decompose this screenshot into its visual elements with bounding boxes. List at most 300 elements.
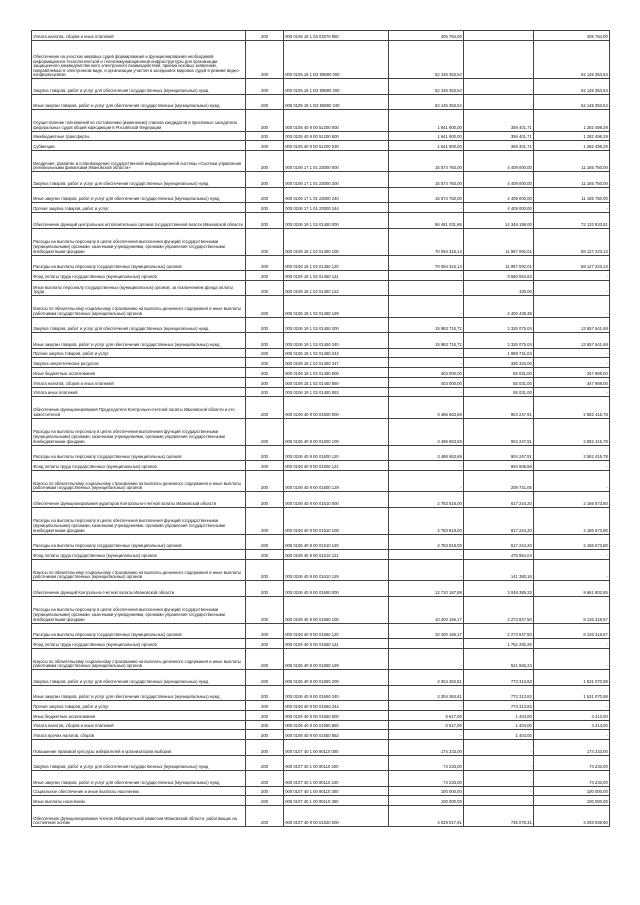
table-body [32, 31, 610, 827]
row-code: 200 [246, 79, 284, 95]
row-kbk: 000 0107 40 1 00 90110 240 [284, 771, 389, 787]
row-remaining: - [534, 701, 610, 711]
table-row [32, 806, 610, 827]
row-kbk: 000 0106 40 9 00 01650 129 [284, 648, 389, 669]
row-code: 200 [246, 296, 284, 317]
row-approved: 15 983 716,72 [389, 333, 464, 349]
row-name: Обеспечение на участках мировых судей формирования и функционирования необходимой информационно-технологической и телекоммуникационной инфраструктуры для организации защищенного межведомственного электронного взаимодействия, приема исковых заявлений, направляемых в электронном виде, и организации участия в заседаниях мировых судей в режиме видео-конференцсвязи [32, 40, 246, 79]
row-name: Обеспечение функций Контрольно-счетной палаты Ивановской области [32, 581, 246, 597]
row-name: Иные закупки товаров, работ и услуг для обеспечения государственных (муниципальных) нужд [32, 685, 246, 701]
row-code: 200 [246, 445, 284, 461]
row-code: 200 [246, 333, 284, 349]
row-kbk: 000 0106 17 1 01 23000 244 [284, 203, 389, 213]
row-executed: - [464, 94, 534, 110]
table-row [32, 271, 610, 281]
table-row [32, 368, 610, 378]
table-row [32, 151, 610, 172]
row-code: 200 [246, 786, 284, 796]
row-name: Повышение правовой культуры избирателей и организаторов выборов [32, 740, 246, 756]
row-code: 200 [246, 317, 284, 333]
row-executed: 1 989 741,04 [464, 348, 534, 358]
row-name: Фонд оплаты труда государственных (муниципальных) органов [32, 461, 246, 471]
row-name: Расходы на выплаты персоналу государственных (муниципальных) органов [32, 534, 246, 550]
row-kbk: 000 0107 40 1 00 90110 300 [284, 786, 389, 796]
row-remaining: - [534, 358, 610, 368]
row-executed: 209 741,05 [464, 470, 534, 491]
row-code: 200 [246, 141, 284, 151]
row-name: Иные закупки товаров, работ и услуг для обеспечения государственных (муниципальных) нужд [32, 187, 246, 203]
table-row [32, 255, 610, 271]
row-name: Уплата прочих налогов, сборов [32, 730, 246, 740]
table-row [32, 296, 610, 317]
row-name: Взносы по обязательному социальному страхованию на выплаты денежного содержания и иные выплаты работникам государственных (муниципальных) органов [32, 470, 246, 491]
row-remaining: 52 145 353,54 [534, 40, 610, 79]
row-approved: 3 486 663,69 [389, 418, 464, 445]
table-row [32, 507, 610, 534]
row-executed: - [464, 771, 534, 787]
row-code: 200 [246, 348, 284, 358]
row-kbk: 000 0106 18 1 02 01450 121 [284, 271, 389, 281]
row-approved: 74 233,00 [389, 771, 464, 787]
row-approved: 74 233,00 [389, 755, 464, 771]
row-executed: 2 406 438,38 [464, 296, 534, 317]
row-executed: 11 967 092,01 [464, 228, 534, 255]
row-remaining: 13 657 641,68 [534, 333, 610, 349]
row-executed: 336 334,00 [464, 358, 534, 368]
row-code: 200 [246, 507, 284, 534]
row-name: Обеспечение функционирования членов Избирательной комиссии Ивановской области, работающих на постоянной основе [32, 806, 246, 827]
row-name: Прочая закупка товаров, работ и услуг [32, 203, 246, 213]
row-code: 200 [246, 806, 284, 827]
table-row [32, 771, 610, 787]
row-code: 200 [246, 492, 284, 508]
row-approved: 15 574 750,00 [389, 172, 464, 188]
row-kbk: 000 0106 40 9 00 01600 100 [284, 418, 389, 445]
row-code: 200 [246, 31, 284, 41]
row-approved: 5 617,00 [389, 720, 464, 730]
row-code: 200 [246, 40, 284, 79]
row-executed: 617 244,20 [464, 534, 534, 550]
row-name: Обеспечение функционирования аудиторов Контрольно-счетной палаты Ивановской области [32, 492, 246, 508]
row-name: Субвенции [32, 141, 246, 151]
row-remaining: - [534, 470, 610, 491]
table-row [32, 550, 610, 560]
row-remaining: 11 165 750,00 [534, 151, 610, 172]
row-approved: 1 641 900,00 [389, 110, 464, 131]
row-name: Социальное обеспечение и иные выплаты населению [32, 786, 246, 796]
row-remaining: 52 145 353,54 [534, 94, 610, 110]
row-code: 200 [246, 368, 284, 378]
row-kbk: 000 0105 40 9 00 51200 500 [284, 131, 389, 141]
row-code: 200 [246, 377, 284, 387]
row-approved: - [389, 280, 464, 296]
row-remaining: 74 233,00 [534, 755, 610, 771]
row-name: Уплата иных платежей [32, 387, 246, 397]
row-approved: 3 486 663,69 [389, 397, 464, 418]
row-approved: 405 784,00 [389, 31, 464, 41]
row-remaining: 13 657 641,68 [534, 317, 610, 333]
row-remaining: 2 166 573,80 [534, 507, 610, 534]
table-row [32, 280, 610, 296]
table-row [32, 492, 610, 508]
row-kbk: 000 0106 17 1 01 23000 000 [284, 151, 389, 172]
table-row [32, 581, 610, 597]
row-name: Закупка товаров, работ и услуг для обеспечения государственных (муниципальных) нужд [32, 670, 246, 686]
row-code: 200 [246, 534, 284, 550]
row-kbk: 000 0105 18 1 03 03570 850 [284, 31, 389, 41]
row-code: 200 [246, 255, 284, 271]
row-remaining: 2 166 573,80 [534, 534, 610, 550]
row-executed: 2 273 847,50 [464, 623, 534, 639]
table-row [32, 377, 610, 387]
row-remaining: 100 000,00 [534, 786, 610, 796]
row-remaining: 11 165 750,00 [534, 187, 610, 203]
row-kbk: 000 0106 17 1 01 23000 240 [284, 187, 389, 203]
table-row [32, 796, 610, 806]
row-remaining: 2 582 415,78 [534, 445, 610, 461]
row-name: Уплата налогов, сборов и иных платежей [32, 31, 246, 41]
row-approved: 52 145 353,54 [389, 40, 464, 79]
row-remaining: 11 165 750,00 [534, 172, 610, 188]
row-kbk: 000 0106 18 1 02 01450 247 [284, 358, 389, 368]
row-approved: 2 304 384,81 [389, 685, 464, 701]
row-approved: - [389, 559, 464, 580]
row-kbk: 000 0106 40 9 00 01650 120 [284, 623, 389, 639]
row-name: Фонд оплаты труда государственных (муниципальных) органов [32, 271, 246, 281]
row-executed: 773 313,83 [464, 685, 534, 701]
row-code: 200 [246, 623, 284, 639]
row-name: Закупка товаров, работ и услуг для обеспечения государственных (муниципальных) нужд [32, 79, 246, 95]
row-kbk: 000 0107 40 1 00 90110 360 [284, 796, 389, 806]
row-approved: 52 145 353,54 [389, 94, 464, 110]
row-kbk: 000 0106 40 9 00 01650 121 [284, 639, 389, 649]
row-approved: - [389, 358, 464, 368]
table-row [32, 623, 610, 639]
row-executed: 4 409 000,00 [464, 172, 534, 188]
row-name: Закупка товаров, работ и услуг для обеспечения государственных (муниципальных) нужд [32, 755, 246, 771]
row-executed: 2 273 847,50 [464, 596, 534, 623]
row-code: 200 [246, 596, 284, 623]
row-executed: 359 401,71 [464, 131, 534, 141]
row-remaining: 1 531 070,98 [534, 670, 610, 686]
row-kbk: 000 0106 40 9 00 01600 129 [284, 470, 389, 491]
row-approved: 100 000,00 [389, 796, 464, 806]
table-row [32, 397, 610, 418]
row-kbk: 000 0106 40 9 00 01610 121 [284, 550, 389, 560]
row-approved: 1 641 900,00 [389, 131, 464, 141]
row-code: 200 [246, 358, 284, 368]
row-remaining: 2 582 415,78 [534, 418, 610, 445]
row-kbk: 000 0106 40 9 00 01610 100 [284, 507, 389, 534]
row-executed: - [464, 786, 534, 796]
row-name: Внедрение, развитие и сопровождение государственной информационной системы «Система управления региональными финансами Ивановской области» [32, 151, 246, 172]
table-row [32, 786, 610, 796]
row-approved: 10 400 166,17 [389, 596, 464, 623]
row-approved: 100 000,00 [389, 786, 464, 796]
row-approved: 403 000,00 [389, 368, 464, 378]
row-remaining: 100 000,00 [534, 796, 610, 806]
table-row [32, 187, 610, 203]
row-remaining: 8 126 318,67 [534, 596, 610, 623]
row-code: 200 [246, 685, 284, 701]
row-name: Расходы на выплаты персоналу государственных (муниципальных) органов [32, 255, 246, 271]
row-remaining: 1 531 070,98 [534, 685, 610, 701]
table-row [32, 228, 610, 255]
table-row [32, 740, 610, 756]
row-approved: 86 481 031,86 [389, 213, 464, 229]
row-remaining: - [534, 730, 610, 740]
row-kbk: 000 0106 18 1 02 01450 129 [284, 296, 389, 317]
row-code: 200 [246, 701, 284, 711]
row-remaining: 52 145 353,54 [534, 79, 610, 95]
row-kbk: 000 0105 18 1 D2 55890 000 [284, 40, 389, 79]
row-remaining: 2 166 573,80 [534, 492, 610, 508]
row-name: Иные закупки товаров, работ и услуг для обеспечения государственных (муниципальных) нужд [32, 771, 246, 787]
row-code: 200 [246, 110, 284, 131]
row-code: 200 [246, 550, 284, 560]
table-row [32, 461, 610, 471]
row-remaining: 58 127 223,13 [534, 228, 610, 255]
table-row [32, 131, 610, 141]
row-name: Иные выплаты населению [32, 796, 246, 806]
row-kbk: 000 0106 18 1 02 01450 850 [284, 377, 389, 387]
row-remaining: - [534, 648, 610, 669]
row-approved: - [389, 271, 464, 281]
row-executed: 2 326 075,04 [464, 333, 534, 349]
row-executed: 14 348 198,00 [464, 213, 534, 229]
row-code: 200 [246, 418, 284, 445]
row-executed: 735 078,31 [464, 806, 534, 827]
row-remaining: 2 582 415,78 [534, 397, 610, 418]
row-name: Межбюджетные трансферты [32, 131, 246, 141]
row-remaining: 74 233,00 [534, 771, 610, 787]
row-code: 200 [246, 203, 284, 213]
row-executed: 773 313,83 [464, 670, 534, 686]
row-approved: 5 617,00 [389, 710, 464, 720]
row-name: Иные закупки товаров, работ и услуг для обеспечения государственных (муниципальных) нужд [32, 333, 246, 349]
row-kbk: 000 0106 18 1 02 01450 122 [284, 280, 389, 296]
row-code: 200 [246, 228, 284, 255]
row-approved: 1 641 900,00 [389, 141, 464, 151]
row-name: Взносы по обязательному социальному страхованию на выплаты денежного содержания и иные выплаты работникам государственных (муниципальных) органов [32, 559, 246, 580]
row-executed: 55 031,00 [464, 387, 534, 397]
row-kbk: 000 0106 18 1 02 01450 120 [284, 255, 389, 271]
row-kbk: 000 0107 40 9 00 01620 000 [284, 806, 389, 827]
row-approved: 174 233,00 [389, 740, 464, 756]
row-name: Прочая закупка товаров, работ и услуг [32, 701, 246, 711]
row-remaining: - [534, 639, 610, 649]
table-row [32, 333, 610, 349]
row-approved: 2 304 384,81 [389, 670, 464, 686]
table-row [32, 317, 610, 333]
row-remaining: 1 282 498,29 [534, 141, 610, 151]
row-remaining: - [534, 203, 610, 213]
row-name: Закупка товаров, работ и услуг для обеспечения государственных (муниципальных) нужд [32, 172, 246, 188]
row-kbk: 000 0106 18 1 02 01450 244 [284, 348, 389, 358]
row-code: 200 [246, 730, 284, 740]
table-row [32, 470, 610, 491]
table-row [32, 730, 610, 740]
row-executed: 475 864,04 [464, 550, 534, 560]
row-kbk: 000 0106 40 9 00 01650 100 [284, 596, 389, 623]
row-kbk: 000 0106 40 9 00 01650 240 [284, 685, 389, 701]
table-row [32, 639, 610, 649]
row-kbk: 000 0105 40 9 00 51200 000 [284, 110, 389, 131]
row-remaining: - [534, 387, 610, 397]
row-name: Расходы на выплаты персоналу в целях обеспечения выполнения функций государственными (муниципальными) органами, казенными учреждениями, органами управления государственными внебюджетными фондами [32, 418, 246, 445]
row-name: Уплата налогов, сборов и иных платежей [32, 377, 246, 387]
row-executed: 4 409 000,00 [464, 151, 534, 172]
row-code: 200 [246, 94, 284, 110]
budget-report-page [31, 30, 609, 827]
table-row [32, 358, 610, 368]
row-remaining: 9 661 802,65 [534, 581, 610, 597]
row-name: Расходы на выплаты персоналу в целях обеспечения выполнения функций государственными (муниципальными) органами, казенными учреждениями, органами управления государственными внебюджетными фондами [32, 507, 246, 534]
row-executed: 617 244,20 [464, 492, 534, 508]
table-row [32, 110, 610, 131]
row-executed: 141 380,16 [464, 559, 534, 580]
row-approved: 403 000,00 [389, 377, 464, 387]
row-executed: 1 404,00 [464, 730, 534, 740]
row-approved: - [389, 203, 464, 213]
row-executed: 694 506,86 [464, 461, 534, 471]
row-executed: 55 031,00 [464, 377, 534, 387]
row-code: 200 [246, 670, 284, 686]
row-name: Расходы на выплаты персоналу в целях обеспечения выполнения функций государственными (муниципальными) органами, казенными учреждениями, органами управления государственными внебюджетными фондами [32, 228, 246, 255]
row-kbk: 000 0106 18 1 02 01450 100 [284, 228, 389, 255]
row-name: Расходы на выплаты персоналу государственных (муниципальных) органов [32, 623, 246, 639]
row-code: 200 [246, 397, 284, 418]
row-remaining: 8 126 318,67 [534, 623, 610, 639]
row-code: 200 [246, 581, 284, 597]
table-row [32, 418, 610, 445]
row-executed: 904 247,91 [464, 397, 534, 418]
row-approved: 2 783 818,00 [389, 534, 464, 550]
row-kbk: 000 0106 18 1 02 01450 200 [284, 317, 389, 333]
table-row [32, 213, 610, 229]
table-row [32, 534, 610, 550]
table-row [32, 387, 610, 397]
row-remaining: 405 784,00 [534, 31, 610, 41]
table-row [32, 172, 610, 188]
table-row [32, 670, 610, 686]
table-row [32, 141, 610, 151]
row-executed: 359 401,71 [464, 141, 534, 151]
row-code: 200 [246, 648, 284, 669]
row-name: Взносы по обязательному социальному страхованию на выплаты денежного содержания и иные выплаты работникам государственных (муниципальных) органов [32, 648, 246, 669]
row-kbk: 000 0106 40 9 00 01600 121 [284, 461, 389, 471]
row-approved: - [389, 296, 464, 317]
table-row [32, 685, 610, 701]
row-remaining: 1 282 498,29 [534, 110, 610, 131]
row-executed: 4 409 000,00 [464, 203, 534, 213]
row-approved: - [389, 701, 464, 711]
row-approved: - [389, 461, 464, 471]
row-name: Иные бюджетные ассигнования [32, 368, 246, 378]
row-executed: 617 244,20 [464, 507, 534, 534]
row-remaining: 58 127 223,13 [534, 255, 610, 271]
row-name: Осуществление полномочий по составлению (изменению) списков кандидатов в присяжные заседатели федеральных судов общей юрисдикции в Российской Федерации [32, 110, 246, 131]
row-name: Иные бюджетные ассигнования [32, 710, 246, 720]
row-approved: - [389, 730, 464, 740]
row-name: Закупка энергетических ресурсов [32, 358, 246, 368]
row-kbk: 000 0106 18 1 02 01450 853 [284, 387, 389, 397]
row-remaining: - [534, 461, 610, 471]
row-executed: - [464, 796, 534, 806]
row-name: Обеспечение функций центральных исполнительных органов государственной власти Ивановской области [32, 213, 246, 229]
row-code: 200 [246, 172, 284, 188]
row-approved: 70 094 315,14 [389, 228, 464, 255]
row-code: 200 [246, 639, 284, 649]
row-executed: 904 247,91 [464, 445, 534, 461]
row-executed: 3 048 385,33 [464, 581, 534, 597]
row-code: 200 [246, 131, 284, 141]
row-code: 200 [246, 740, 284, 756]
row-remaining: 347 969,00 [534, 377, 610, 387]
row-remaining: - [534, 559, 610, 580]
row-executed: - [464, 740, 534, 756]
row-executed: - [464, 31, 534, 41]
row-code: 200 [246, 710, 284, 720]
row-code: 200 [246, 461, 284, 471]
row-approved: - [389, 550, 464, 560]
table-row [32, 648, 610, 669]
row-remaining: 4 213,00 [534, 710, 610, 720]
row-executed: 773 313,83 [464, 701, 534, 711]
row-kbk: 000 0106 18 1 02 01450 240 [284, 333, 389, 349]
row-approved: 4 029 017,91 [389, 806, 464, 827]
row-approved: - [389, 387, 464, 397]
row-executed: 1 752 292,26 [464, 639, 534, 649]
row-kbk: 000 0105 40 9 00 51200 530 [284, 141, 389, 151]
row-name: Фонд оплаты труда государственных (муниципальных) органов [32, 639, 246, 649]
row-remaining: 3 293 939,60 [534, 806, 610, 827]
row-code: 200 [246, 755, 284, 771]
budget-execution-table [31, 30, 610, 827]
row-approved: - [389, 470, 464, 491]
row-kbk: 000 0107 40 1 00 90110 000 [284, 740, 389, 756]
row-approved: 52 145 353,54 [389, 79, 464, 95]
row-name: Иные выплаты персоналу государственных (муниципальных) органов, за исключением фонда оплаты труда [32, 280, 246, 296]
row-approved: - [389, 348, 464, 358]
row-executed: 4 409 000,00 [464, 187, 534, 203]
row-kbk: 000 0106 40 9 00 01650 200 [284, 670, 389, 686]
table-row [32, 445, 610, 461]
row-remaining: 72 132 833,81 [534, 213, 610, 229]
row-kbk: 000 0106 40 9 00 01650 800 [284, 710, 389, 720]
row-remaining: 4 213,00 [534, 720, 610, 730]
row-name: Закупка товаров, работ и услуг для обеспечения государственных (муниципальных) нужд [32, 317, 246, 333]
row-remaining: - [534, 280, 610, 296]
row-code: 200 [246, 187, 284, 203]
row-name: Фонд оплаты труда государственных (муниципальных) органов [32, 550, 246, 560]
table-row [32, 40, 610, 79]
row-executed: 11 967 092,01 [464, 255, 534, 271]
table-row [32, 755, 610, 771]
row-executed: - [464, 40, 534, 79]
row-kbk: 000 0106 40 9 00 01600 000 [284, 397, 389, 418]
row-approved: - [389, 639, 464, 649]
row-code: 200 [246, 387, 284, 397]
row-name: Взносы по обязательному социальному страхованию на выплаты денежного содержания и иные выплаты работникам государственных (муниципальных) органов [32, 296, 246, 317]
row-approved: 12 710 187,98 [389, 581, 464, 597]
row-kbk: 000 0106 40 9 00 01610 129 [284, 559, 389, 580]
row-executed: 9 560 553,63 [464, 271, 534, 281]
table-row [32, 203, 610, 213]
table-row [32, 348, 610, 358]
row-executed: 521 555,24 [464, 648, 534, 669]
row-executed: 1 404,00 [464, 710, 534, 720]
